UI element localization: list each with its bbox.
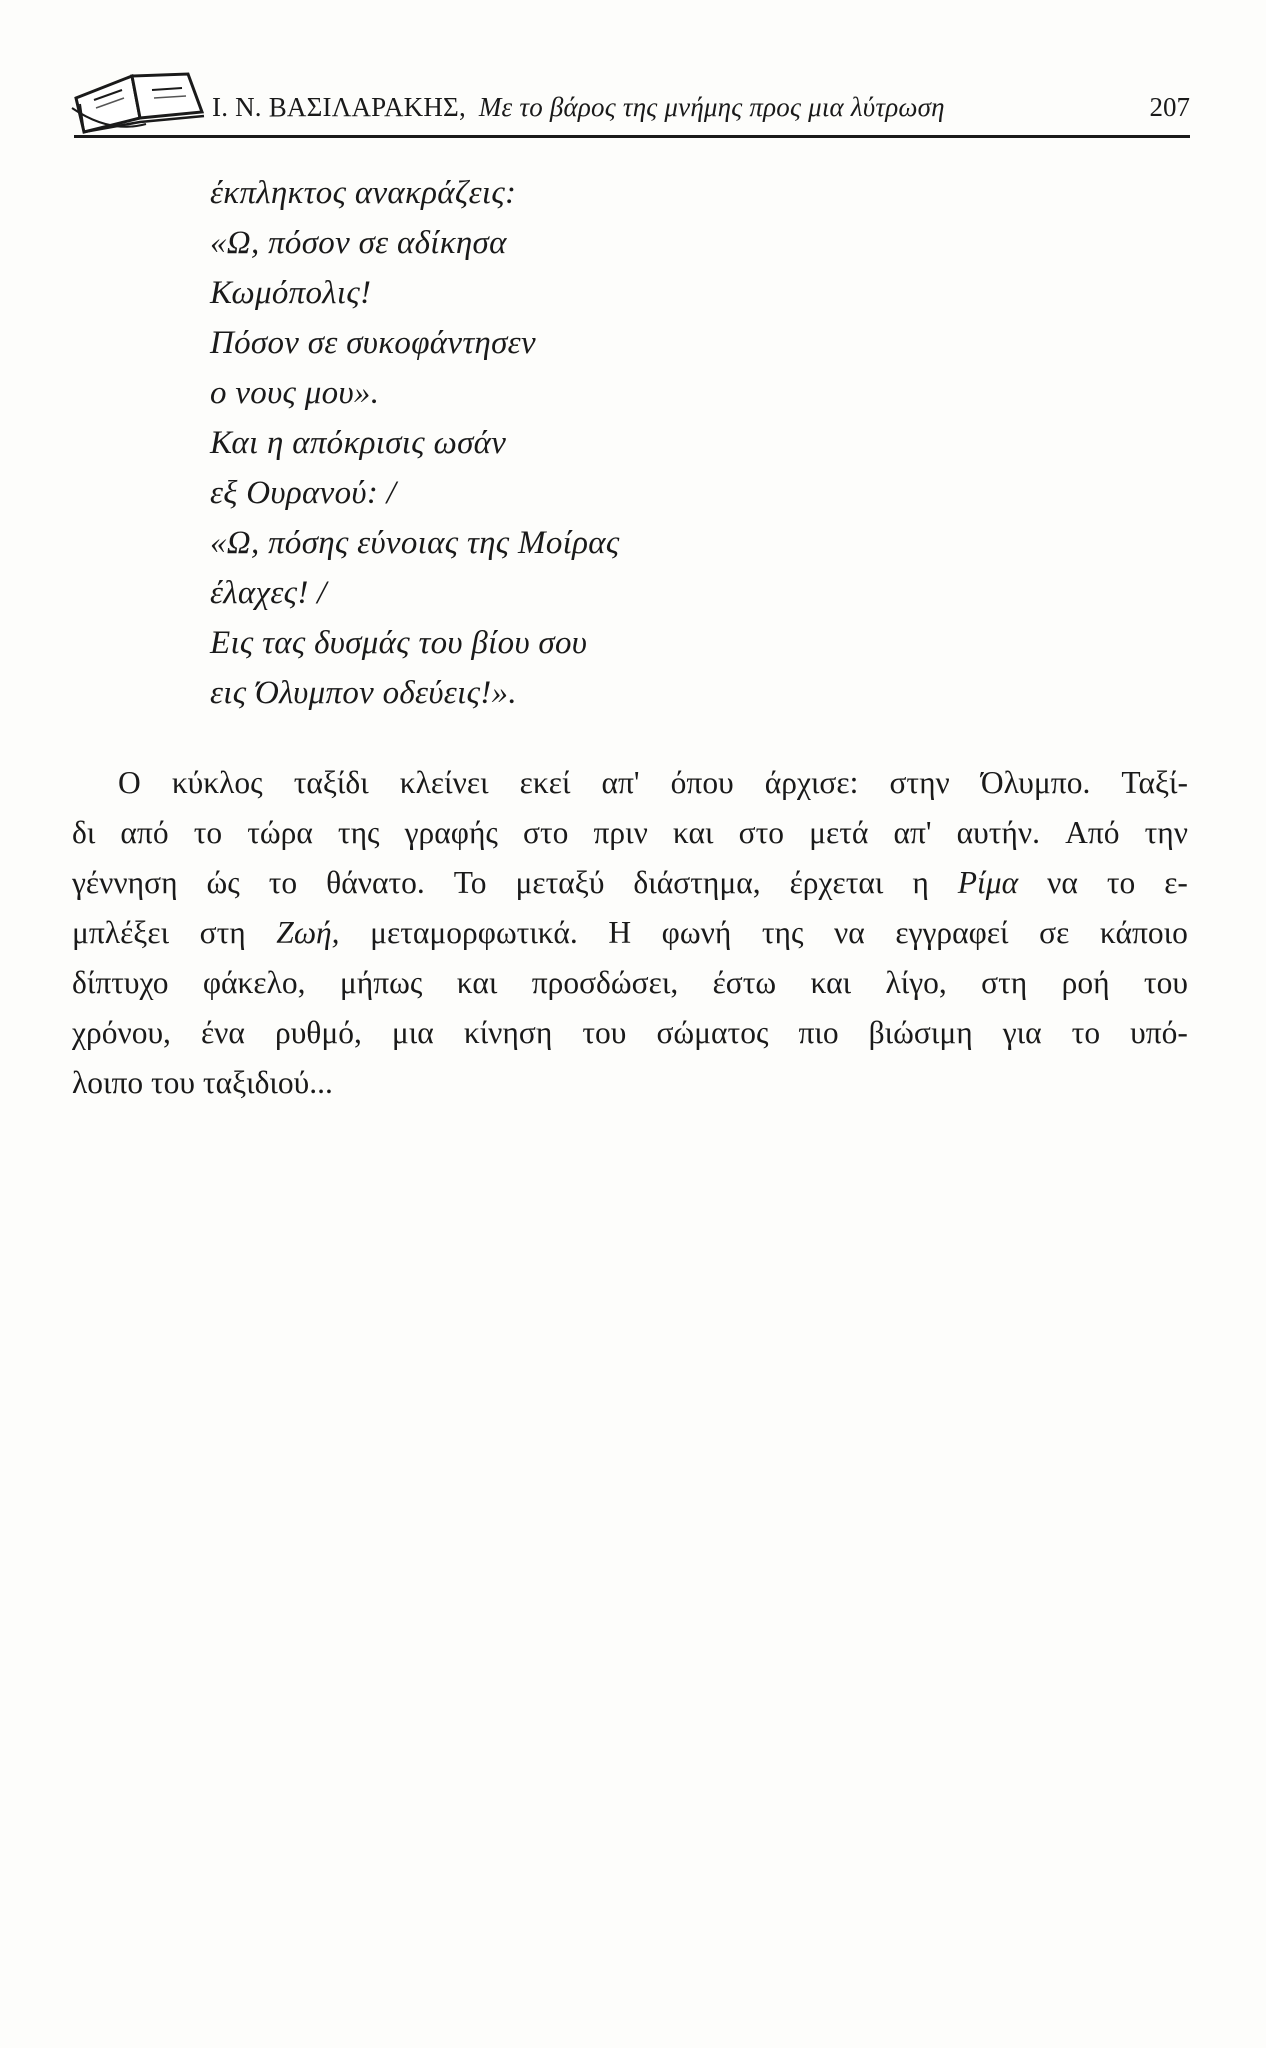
word: βιώσιμη <box>868 1015 973 1050</box>
word: της <box>761 915 804 950</box>
poem-line: ο νους μου». <box>210 375 380 411</box>
word: μπλέξει <box>72 915 170 950</box>
word: ώς <box>206 865 240 900</box>
word: αυτήν. <box>956 815 1040 850</box>
word: σε <box>1039 915 1070 950</box>
word: Το <box>453 865 487 900</box>
prose-line: λοιπο του ταξιδιού... <box>72 1065 333 1100</box>
poem-line: «Ω, πόσης εύνοιας της Μοίρας <box>210 525 620 561</box>
word: πιο <box>798 1015 839 1050</box>
word: έρχεται <box>789 865 884 900</box>
poem-line: εξ Ουρανού: / <box>210 475 397 511</box>
poem-line: εις Όλυμπον οδεύεις!». <box>210 675 517 711</box>
word: προσδώσει, <box>531 965 679 1000</box>
prose-line <box>72 858 1188 908</box>
word: το <box>193 815 223 850</box>
word: στη <box>199 915 246 950</box>
word: και <box>456 965 498 1000</box>
word: Ο <box>118 765 141 800</box>
open-book-icon <box>70 68 210 138</box>
word: στο <box>523 815 569 850</box>
word: γραφής <box>404 815 498 850</box>
prose-line <box>72 958 1188 1008</box>
word: κίνηση <box>463 1015 553 1050</box>
word: και <box>672 815 714 850</box>
word: Ταξί- <box>1121 765 1188 800</box>
author-name: Ι. Ν. ΒΑΣΙΛΑΡΑΚΗΣ, <box>212 92 466 122</box>
word: του <box>1143 965 1188 1000</box>
word: διάστημα, <box>633 865 761 900</box>
word: ροή <box>1061 965 1110 1000</box>
poem-line: Πόσον σε συκοφάντησεν <box>210 325 536 361</box>
prose-line <box>72 1008 1188 1058</box>
prose-paragraph <box>72 758 1188 1108</box>
word: μεταμορφωτικά. <box>370 915 578 950</box>
word: κύκλος <box>171 765 263 800</box>
poem-line: Και η απόκρισις ωσάν <box>210 425 507 461</box>
word: μια <box>391 1015 434 1050</box>
emphasis-word: Ρίμα <box>957 865 1019 900</box>
word: Η <box>608 915 632 950</box>
word: εκεί <box>519 765 571 800</box>
word: να <box>1047 865 1078 900</box>
word: στο <box>738 815 784 850</box>
word: για <box>1002 1015 1042 1050</box>
word: το <box>1106 865 1136 900</box>
emphasis-word: Ζωή, <box>276 915 340 950</box>
word: πριν <box>593 815 648 850</box>
word: και <box>810 965 852 1000</box>
word: υπό- <box>1130 1015 1188 1050</box>
word: Από <box>1065 815 1120 850</box>
word: λίγο, <box>885 965 947 1000</box>
word: του <box>582 1015 627 1050</box>
poem-line: Εις τας δυσμάς του βίου σου <box>210 625 588 661</box>
page-number: 207 <box>1149 92 1190 122</box>
word: από <box>120 815 169 850</box>
word: την <box>1144 815 1188 850</box>
word: σώματος <box>656 1015 769 1050</box>
word: το <box>268 865 298 900</box>
poem-line: «Ω, πόσον σε αδίκησα <box>210 225 507 261</box>
poem-stanza <box>210 168 620 718</box>
poem-line: Κωμόπολις! <box>210 275 372 311</box>
word: κάποιο <box>1099 915 1188 950</box>
word: ρυθμό, <box>274 1015 362 1050</box>
running-head-text <box>212 92 945 123</box>
word: γέννηση <box>72 865 178 900</box>
header-rule <box>74 135 1190 138</box>
word: κλείνει <box>399 765 489 800</box>
book-title: Με το βάρος της μνήμης προς μια λύτρωση <box>478 92 945 122</box>
word: της <box>337 815 380 850</box>
word: μεταξύ <box>515 865 605 900</box>
word: Όλυμπο. <box>980 765 1091 800</box>
word: όπου <box>670 765 734 800</box>
word: απ' <box>893 815 932 850</box>
word: ταξίδι <box>293 765 369 800</box>
prose-line <box>72 908 1188 958</box>
word: δίπτυχο <box>72 965 169 1000</box>
word: φωνή <box>661 915 732 950</box>
word: άρχισε: <box>764 765 859 800</box>
word: ένα <box>200 1015 245 1050</box>
word: το <box>1071 1015 1101 1050</box>
word: ε- <box>1164 865 1188 900</box>
word: στην <box>889 765 950 800</box>
prose-line <box>72 758 1188 808</box>
word: εγγραφεί <box>895 915 1009 950</box>
word: στη <box>981 965 1028 1000</box>
word: θάνατο. <box>326 865 425 900</box>
word: τώρα <box>247 815 313 850</box>
word: δι <box>72 815 96 850</box>
running-header <box>70 68 1190 148</box>
poem-line: έλαχες! / <box>210 575 327 611</box>
word: έστω <box>712 965 777 1000</box>
word: χρόνου, <box>72 1015 171 1050</box>
word: μετά <box>809 815 869 850</box>
prose-line <box>72 808 1188 858</box>
poem-line: έκπληκτος ανακράζεις: <box>210 175 517 211</box>
word: απ' <box>601 765 640 800</box>
word: μήπως <box>339 965 423 1000</box>
word: η <box>912 865 929 900</box>
word: φάκελο, <box>202 965 306 1000</box>
word: να <box>834 915 865 950</box>
